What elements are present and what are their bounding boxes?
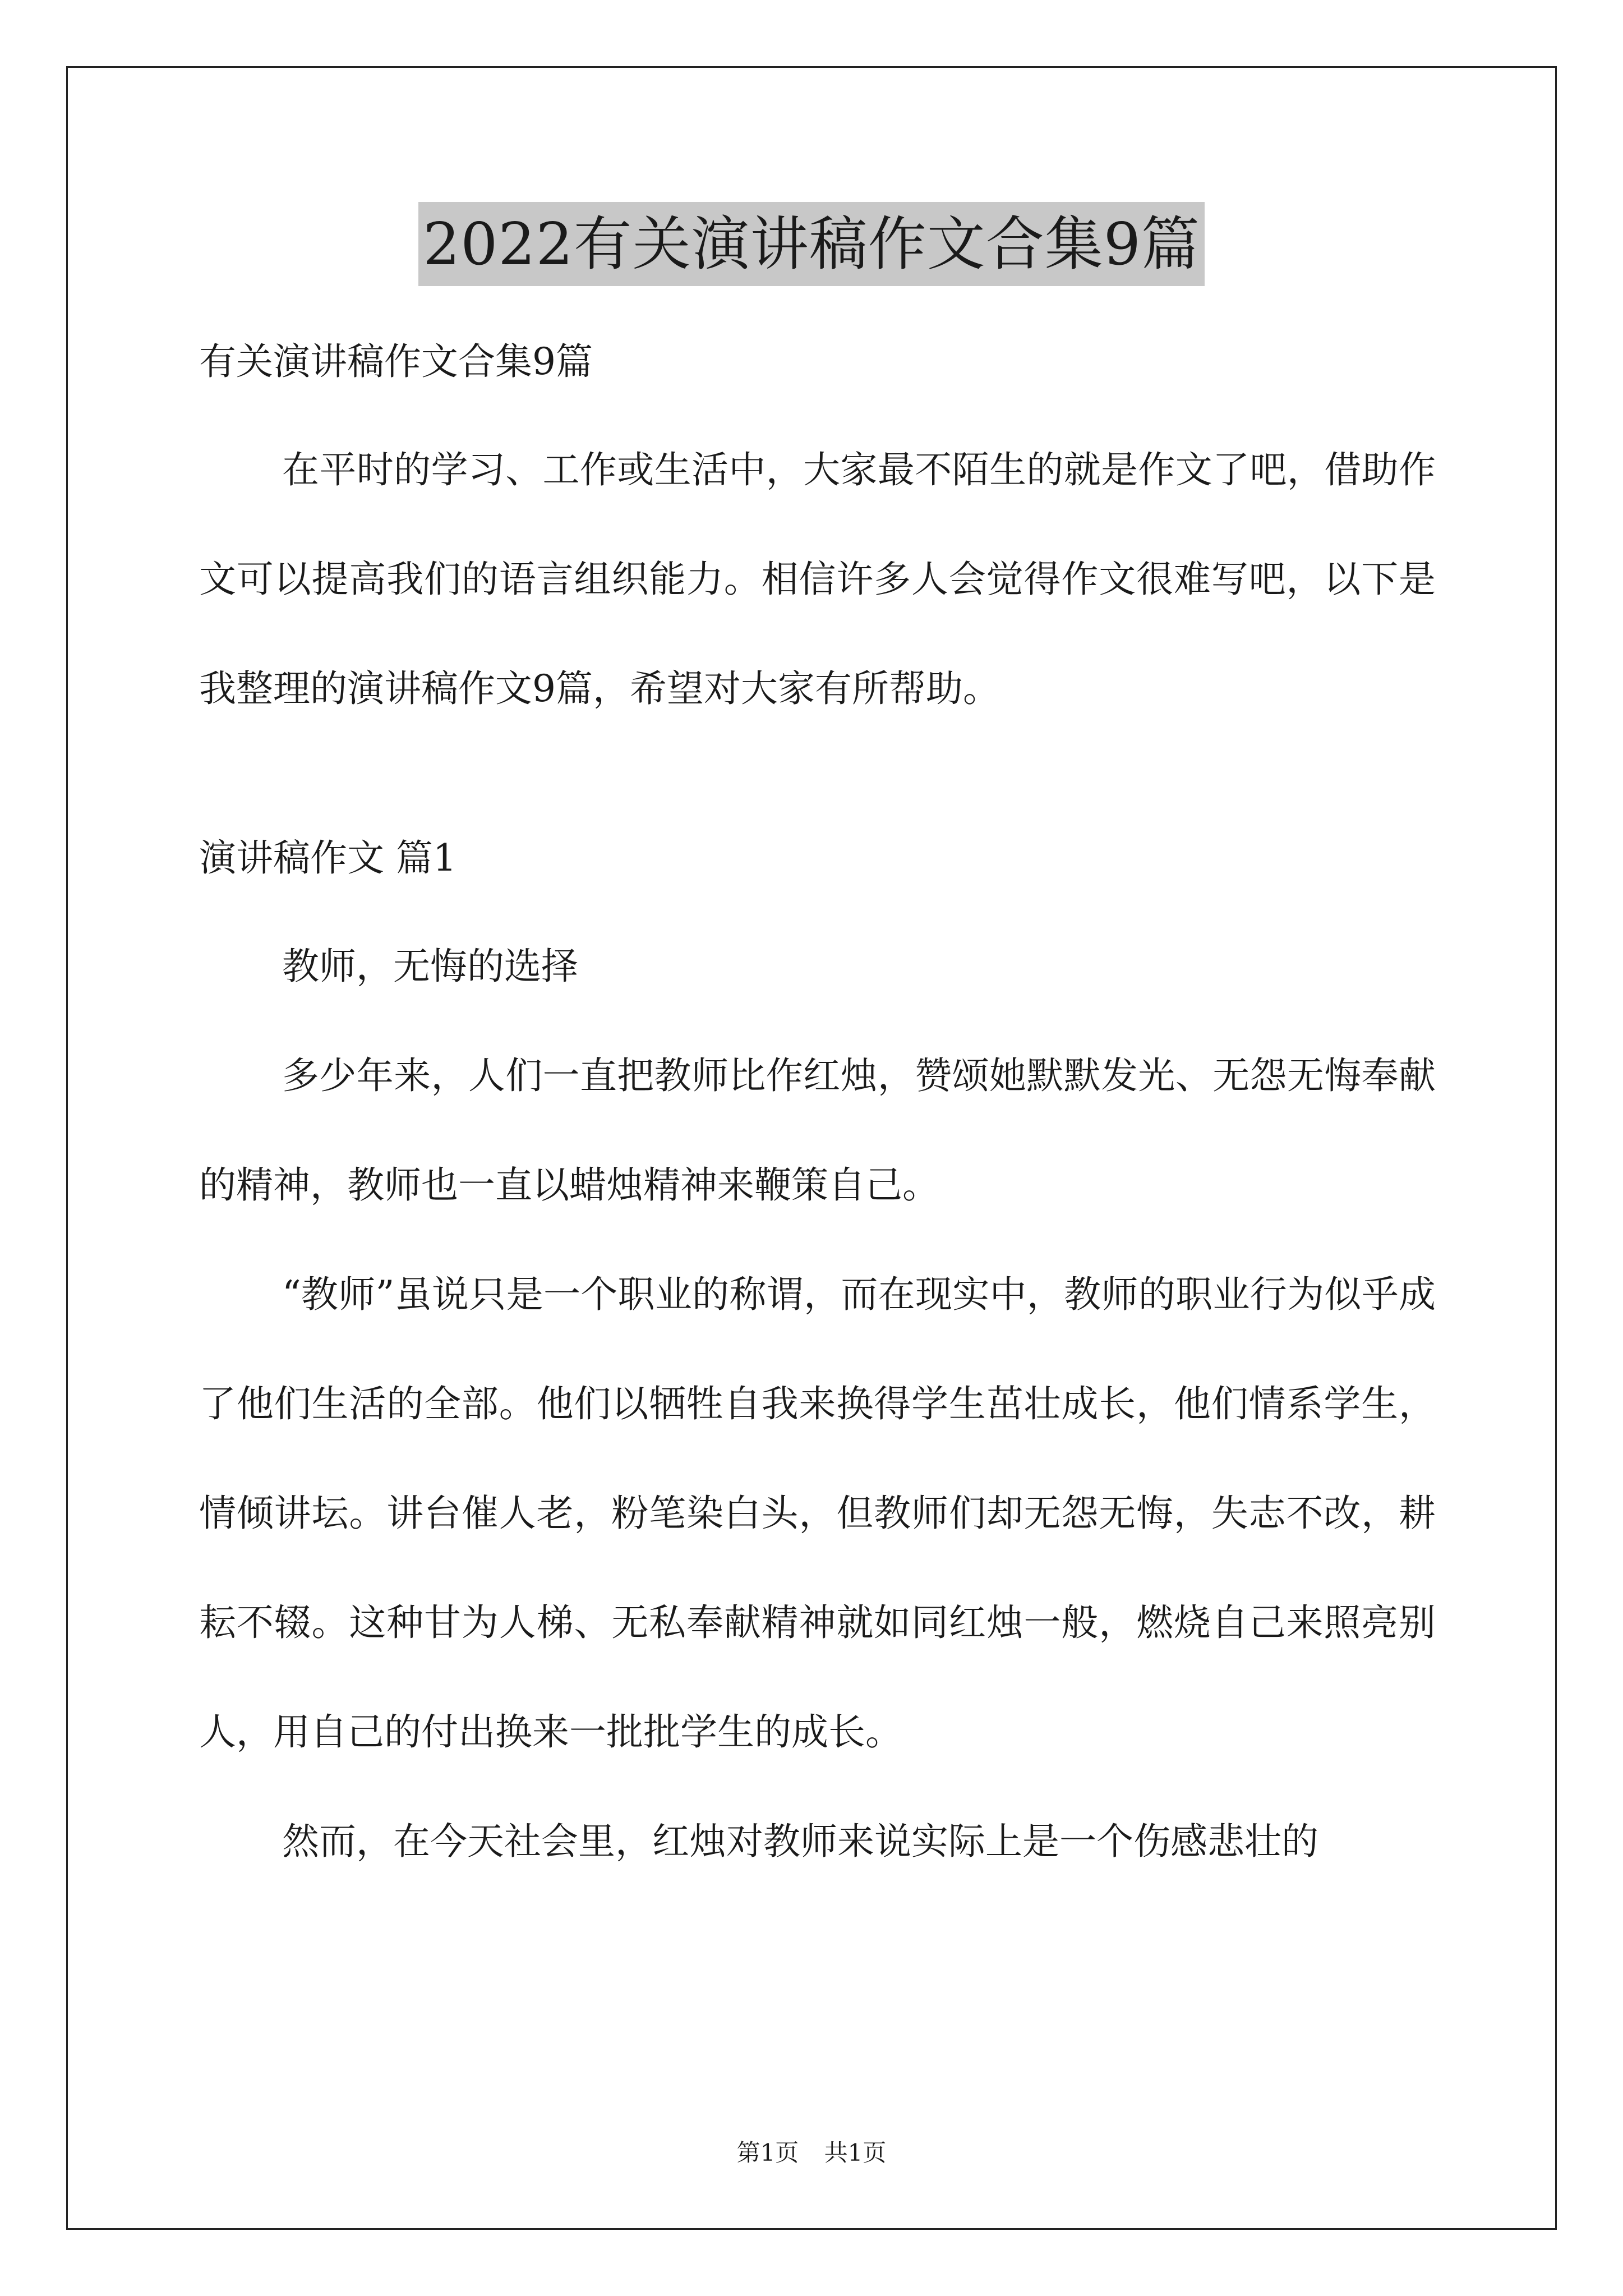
section-title: 教师，无悔的选择 — [282, 945, 578, 988]
body-paragraph-3: 然而，在今天社会里，红烛对教师来说实际上是一个伤感悲壮的 — [282, 1820, 1318, 1863]
page-footer — [0, 2136, 1623, 2170]
document-title: 2022有关演讲稿作文合集9篇 — [418, 202, 1205, 286]
section-gap — [199, 743, 1436, 805]
page-number-current: 第1页 — [736, 2139, 799, 2166]
title-container — [0, 202, 1623, 286]
section-heading: 演讲稿作文 篇1 — [199, 836, 457, 880]
body-paragraph-2: “教师”虽说只是一个职业的称谓，而在现实中，教师的职业行为似乎成了他们生活的全部。他们以牺牲自我来换得学生茁壮成长，他们情系学生，情倾讲坛。讲台催人老，粉笔染白头，但教师们却无怨无悔，失志不改，耕耘不辍。这种甘为人梯、无私奉献精神就如同红烛一般，燃烧自己来照亮别人，用自己的付出换来一批批学生的成长。 — [199, 1273, 1436, 1754]
intro-paragraph: 在平时的学习、工作或生活中，大家最不陌生的就是作文了吧，借助作文可以提高我们的语言组织能力。相信许多人会觉得作文很难写吧，以下是我整理的演讲稿作文9篇，希望对大家有所帮助。 — [199, 448, 1436, 710]
document-body — [199, 309, 1436, 1896]
page-number-total: 共1页 — [824, 2139, 887, 2166]
document-subtitle: 有关演讲稿作文合集9篇 — [199, 340, 593, 383]
body-paragraph-1: 多少年来，人们一直把教师比作红烛，赞颂她默默发光、无怨无悔奉献的精神，教师也一直以蜡烛精神来鞭策自己。 — [199, 1054, 1436, 1207]
